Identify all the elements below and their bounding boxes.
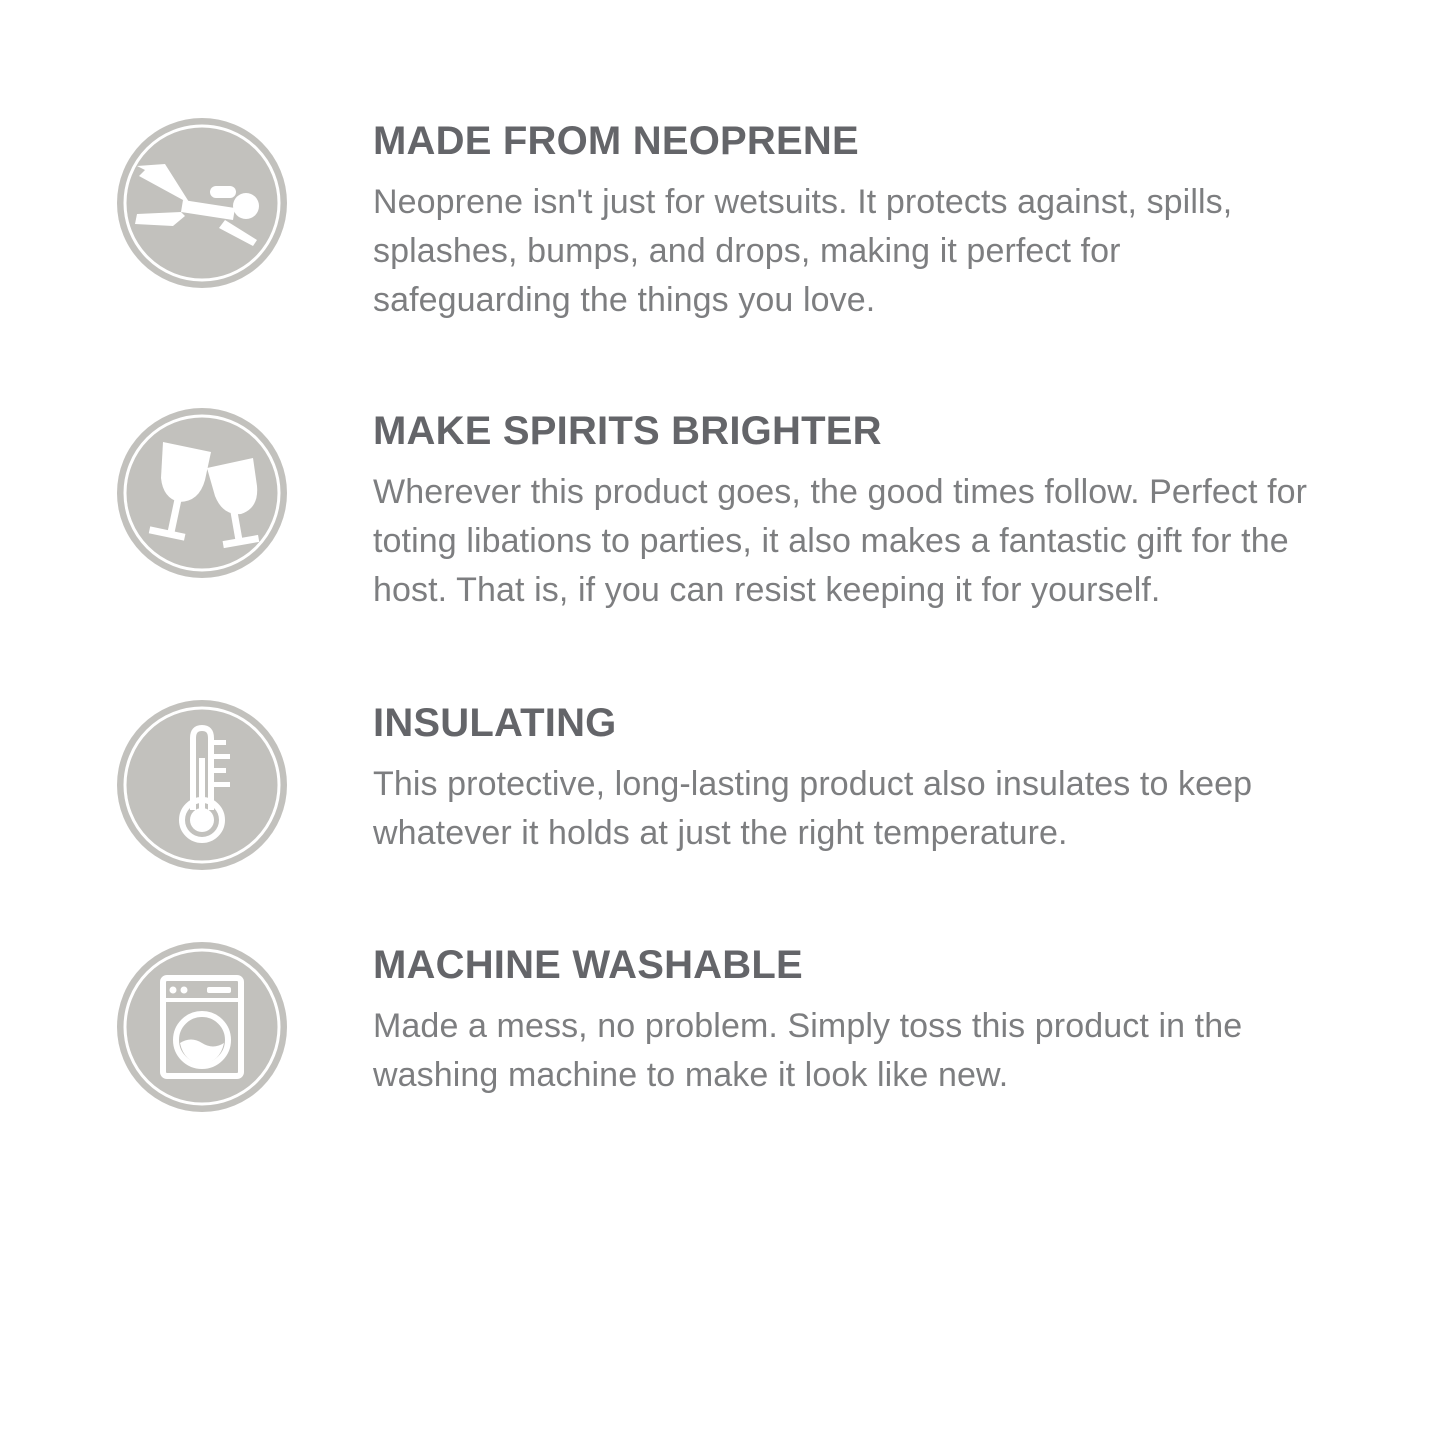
feature-description <box>373 760 1373 858</box>
scuba-diver-icon <box>115 116 289 290</box>
description-line: washing machine to make it look like new. <box>373 1056 1009 1094</box>
description-line: This protective, long-lasting product also insulates to keep <box>373 765 1253 803</box>
description-line: Wherever this product goes, the good times follow. Perfect for <box>373 473 1308 511</box>
description-line: Made a mess, no problem. Simply toss this product in the <box>373 1007 1243 1045</box>
description-line: whatever it holds at just the right temperature. <box>373 814 1068 852</box>
thermometer-icon <box>115 698 289 872</box>
feature-title: MADE FROM NEOPRENE <box>373 119 859 163</box>
feature-description <box>373 178 1373 325</box>
wine-glasses-icon <box>115 406 289 580</box>
description-line: toting libations to parties, it also makes a fantastic gift for the <box>373 522 1289 560</box>
feature-title: INSULATING <box>373 701 617 745</box>
washing-machine-icon <box>115 940 289 1114</box>
description-line: splashes, bumps, and drops, making it perfect for <box>373 232 1121 270</box>
feature-description <box>373 1002 1373 1100</box>
feature-description <box>373 468 1373 615</box>
description-line: Neoprene isn't just for wetsuits. It protects against, spills, <box>373 183 1233 221</box>
feature-title: MACHINE WASHABLE <box>373 943 803 987</box>
description-line: host. That is, if you can resist keeping it for yourself. <box>373 571 1161 609</box>
description-line: safeguarding the things you love. <box>373 281 876 319</box>
feature-title: MAKE SPIRITS BRIGHTER <box>373 409 882 453</box>
